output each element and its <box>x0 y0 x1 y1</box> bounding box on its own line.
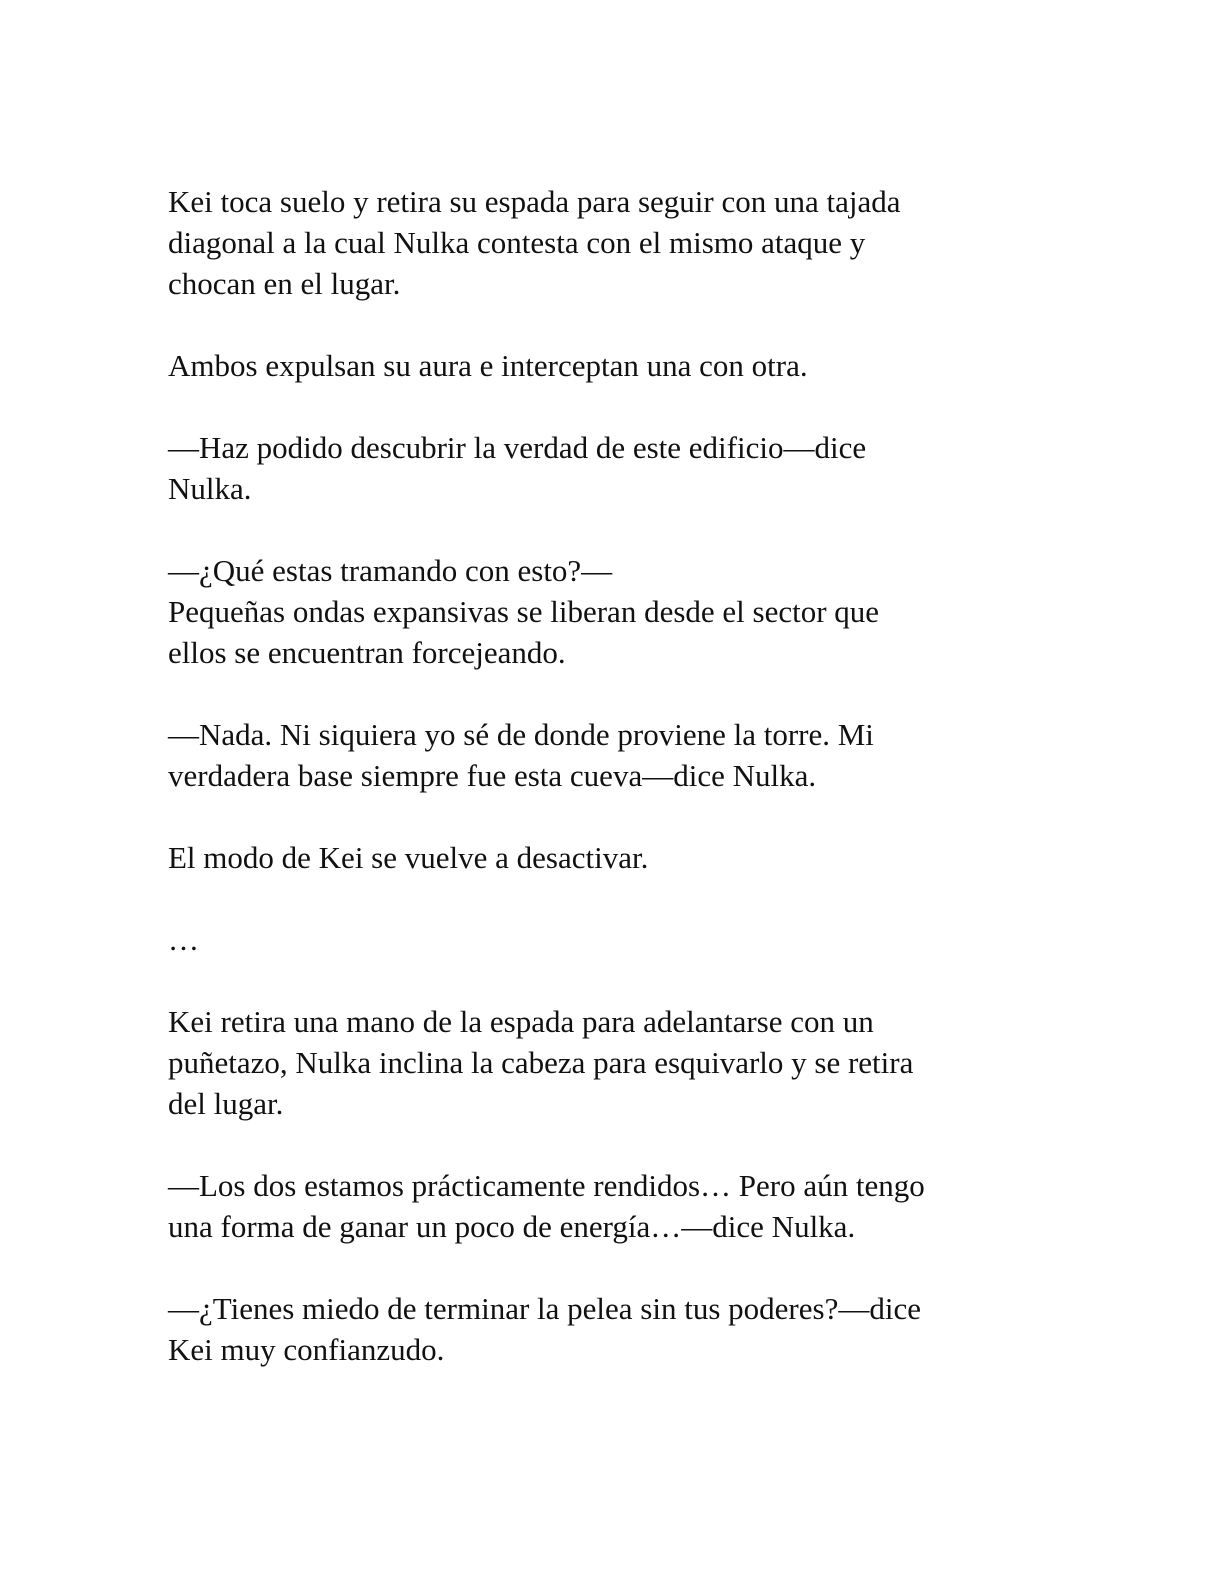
paragraph-7: El modo de Kei se vuelve a desactivar. <box>168 840 649 875</box>
paragraph-9: —Los dos estamos prácticamente rendidos… Pero aún tengo una forma de ganar un poco de energía…—dice Nulka. <box>168 1168 925 1244</box>
paragraph-ellipsis: … <box>168 922 199 957</box>
paragraph-6: —Nada. Ni siquiera yo sé de donde proviene la torre. Mi verdadera base siempre fue esta cueva—dice Nulka. <box>168 717 874 793</box>
paragraph-8: Kei retira una mano de la espada para adelantarse con un puñetazo, Nulka inclina la cabeza para esquivarlo y se retira del lugar. <box>168 1004 914 1121</box>
paragraph-10: —¿Tienes miedo de terminar la pelea sin tus poderes?—dice Kei muy confianzudo. <box>168 1291 921 1367</box>
document-body <box>168 181 1048 1411</box>
paragraph-3: —Haz podido descubrir la verdad de este edificio—dice Nulka. <box>168 430 867 506</box>
paragraph-4: —¿Qué estas tramando con esto?— <box>168 553 613 588</box>
paragraph-2: Ambos expulsan su aura e interceptan una con otra. <box>168 348 808 383</box>
paragraph-5: Pequeñas ondas expansivas se liberan desde el sector que ellos se encuentran forcejeando. <box>168 594 880 670</box>
paragraph-1: Kei toca suelo y retira su espada para seguir con una tajada diagonal a la cual Nulka contesta con el mismo ataque y chocan en el lugar. <box>168 184 901 301</box>
